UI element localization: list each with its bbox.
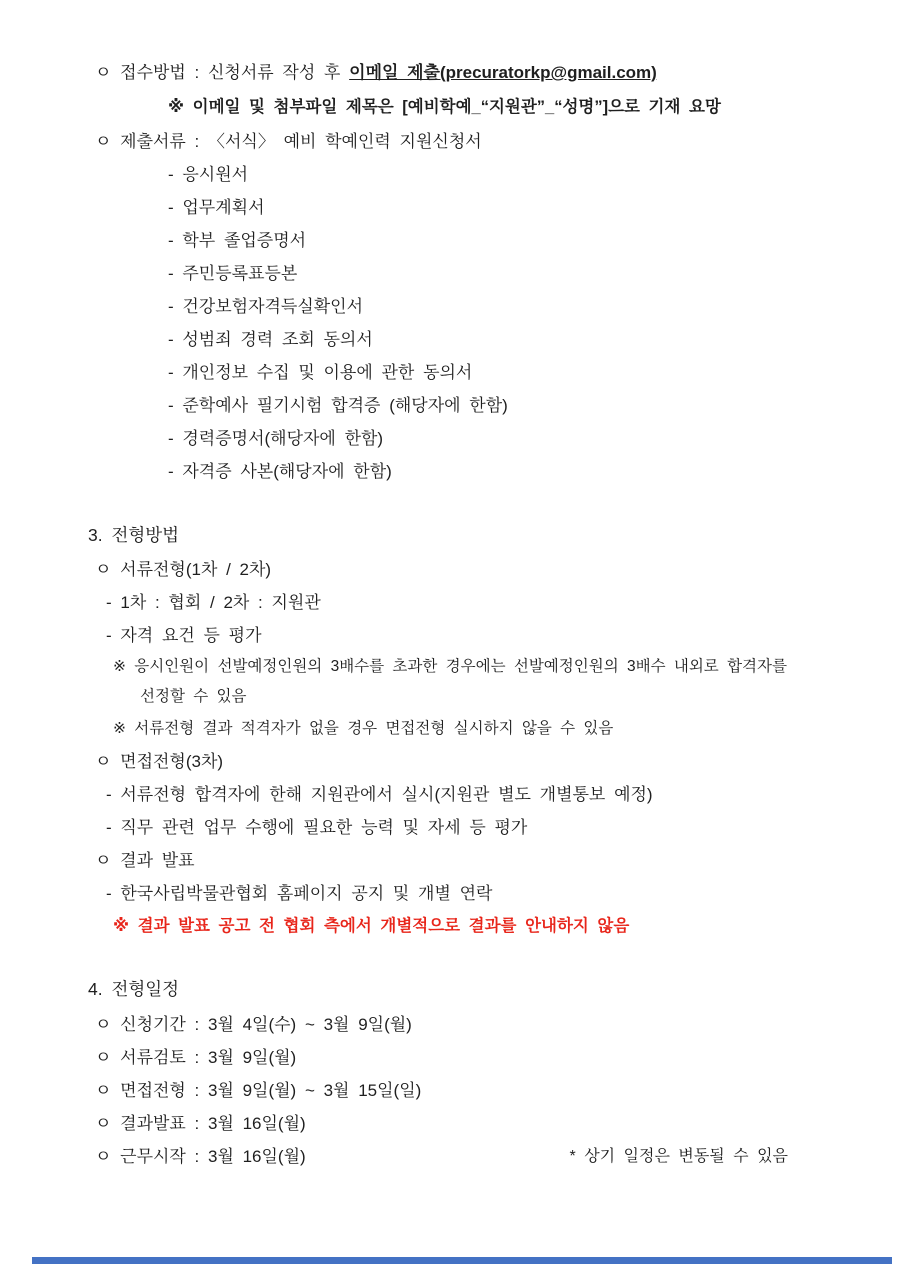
note-multiple-line1: ※ 응시인원이 선발예정인원의 3배수를 초과한 경우에는 선발예정인원의 3배수 내외로 합격자를 <box>113 658 787 675</box>
work-start-text: ㅇ 근무시작 : 3월 16일(월) <box>95 1147 306 1166</box>
doc-criteria-line: - 자격 요건 등 평가 <box>106 626 262 645</box>
submission-method-line <box>0 55 900 90</box>
section-4-heading: 4. 전형일정 <box>88 979 180 999</box>
result-channel-line: - 한국사립박물관협회 홈페이지 공지 및 개별 연락 <box>106 884 493 903</box>
document-item: - 개인정보 수집 및 이용에 관한 동의서 <box>168 363 473 382</box>
interview-schedule-line: ㅇ 면접전형 : 3월 9일(월) ~ 3월 15일(일) <box>95 1081 422 1100</box>
doc-rounds-line: - 1차 : 협회 / 2차 : 지원관 <box>106 593 321 612</box>
result-line: ㅇ 결과 발표 <box>95 851 195 870</box>
note-no-qualified: ※ 서류전형 결과 적격자가 없을 경우 면접전형 실시하지 않을 수 있음 <box>113 720 614 737</box>
result-warning-line: ※ 결과 발표 공고 전 협회 측에서 개별적으로 결과를 안내하지 않음 <box>113 917 630 935</box>
interview-criteria-line: - 직무 관련 업무 수행에 필요한 능력 및 자세 등 평가 <box>106 818 528 837</box>
email-submit-link[interactable]: 이메일 제출(precuratorkp@gmail.com) <box>349 63 657 82</box>
work-start-line <box>0 1140 900 1173</box>
doc-review-line: ㅇ 서류검토 : 3월 9일(월) <box>95 1048 297 1067</box>
submission-documents-line: ㅇ 제출서류 : 〈서식〉 예비 학예인력 지원신청서 <box>95 132 482 151</box>
document-item: - 자격증 사본(해당자에 한함) <box>168 462 392 481</box>
document-item: - 경력증명서(해당자에 한함) <box>168 429 384 448</box>
bottom-accent-bar <box>32 1257 892 1264</box>
document-item: - 성범죄 경력 조회 동의서 <box>168 330 373 349</box>
document-item: - 주민등록표등본 <box>168 264 298 283</box>
document-item: - 업무계획서 <box>168 198 265 217</box>
interview-place-line: - 서류전형 합격자에 한해 지원관에서 실시(지원관 별도 개별통보 예정) <box>106 785 653 804</box>
apply-period-line: ㅇ 신청기간 : 3월 4일(수) ~ 3월 9일(월) <box>95 1015 412 1034</box>
interview-line: ㅇ 면접전형(3차) <box>95 752 224 771</box>
doc-screening-line: ㅇ 서류전형(1차 / 2차) <box>95 560 272 579</box>
note-multiple-line2: 선정할 수 있음 <box>140 688 247 705</box>
document-item: - 응시원서 <box>168 165 249 184</box>
file-naming-note: ※ 이메일 및 첨부파일 제목은 [예비학예_“지원관”_“성명”]으로 기재 요망 <box>168 98 721 116</box>
result-announce-line: ㅇ 결과발표 : 3월 16일(월) <box>95 1114 306 1133</box>
schedule-change-note: * 상기 일정은 변동될 수 있음 <box>569 1148 788 1165</box>
section-3-heading: 3. 전형방법 <box>88 525 180 545</box>
document-item: - 준학예사 필기시험 합격증 (해당자에 한함) <box>168 396 508 415</box>
document-item: - 건강보험자격득실확인서 <box>168 297 364 316</box>
submission-method-text: ㅇ 접수방법 : 신청서류 작성 후 <box>95 63 350 82</box>
document-item: - 학부 졸업증명서 <box>168 231 307 250</box>
